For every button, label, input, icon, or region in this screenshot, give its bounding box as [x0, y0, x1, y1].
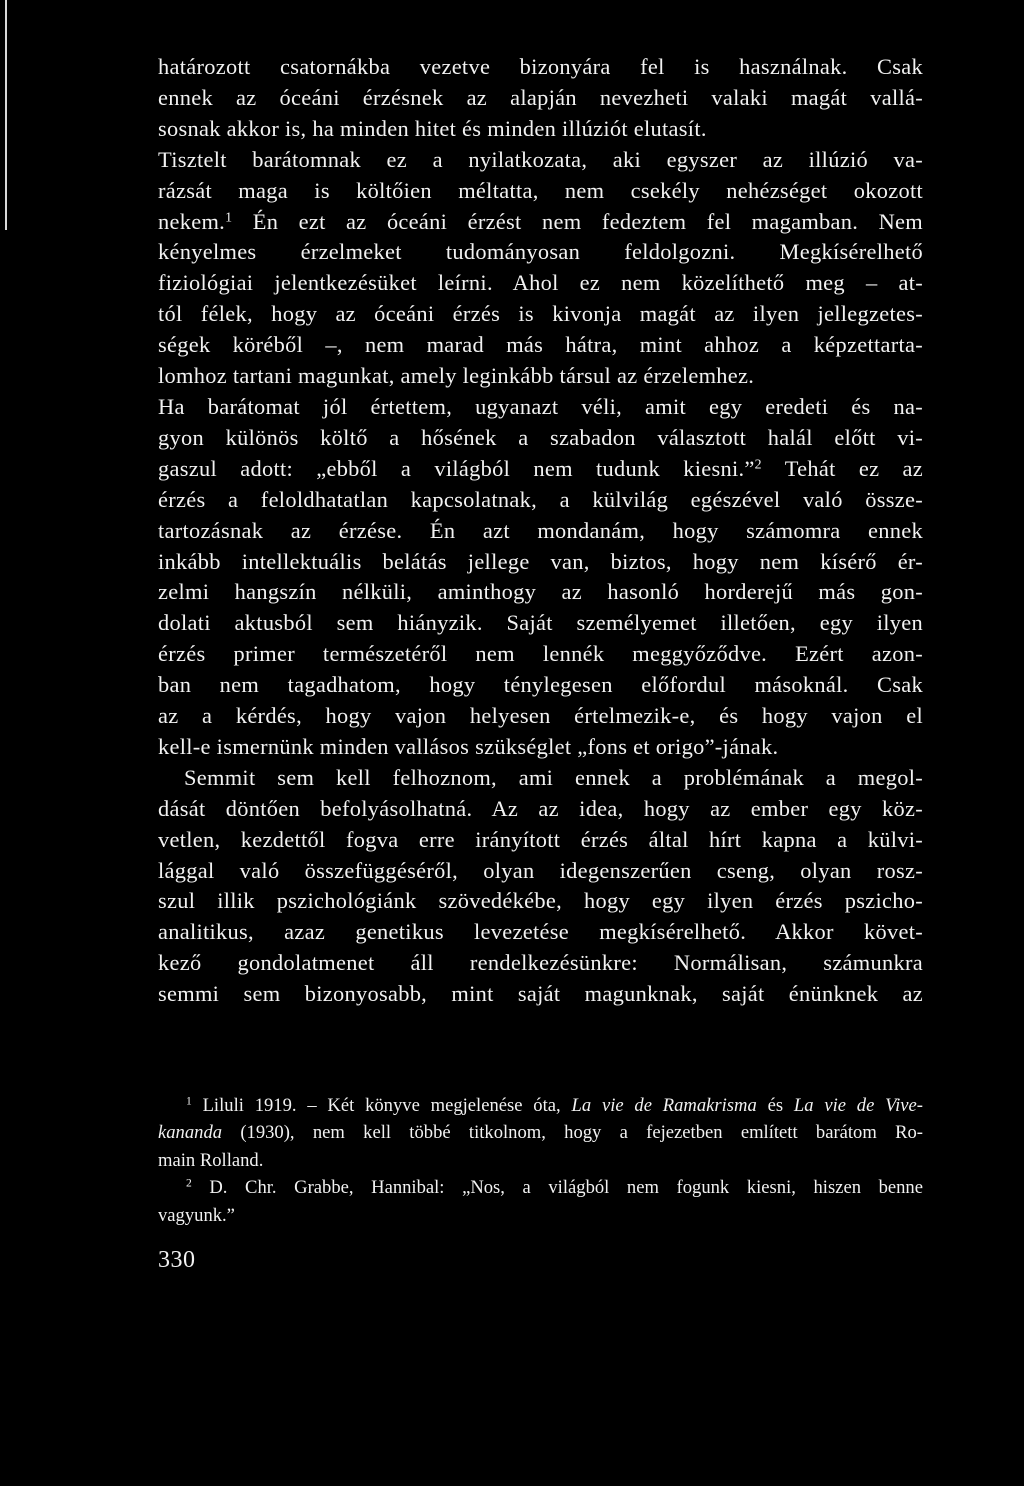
text-line: ségek köréből –, nem marad más hátra, mint ahhoz a képzettarta-	[158, 332, 923, 358]
footnote-1	[158, 1092, 923, 1119]
book-title: La vie de Ramakrisma	[571, 1095, 757, 1116]
text-fragment: Én ezt az óceáni érzést nem fedeztem fel magamban. Nem	[252, 208, 923, 234]
text-fragment: gaszul adott: „ebből a világból nem tudunk kiesni.”	[158, 455, 755, 481]
body-text	[158, 52, 923, 1010]
text-line: kényelmes érzelmeket tudományosan feldolgozni. Megkísérelhető	[158, 239, 923, 265]
text-line	[158, 207, 923, 238]
text-line: zelmi hangszín nélküli, aminthogy az hasonló horderejű más gon-	[158, 579, 923, 605]
text-line: lággal való összefüggéséről, olyan idegenszerűen cseng, olyan rosz-	[158, 857, 923, 883]
text-fragment: Tehát ez az	[784, 455, 923, 481]
text-fragment: nekem.	[158, 208, 226, 234]
text-line: analitikus, azaz genetikus levezetése megkísérelhető. Akkor követ-	[158, 919, 923, 945]
text-line: Semmit sem kell felhoznom, ami ennek a problémának a megol-	[184, 764, 923, 790]
text-line: kell-e ismernünk minden vallásos szükséglet „fons et origo”-jának.	[158, 733, 779, 759]
text-line: lomhoz tartani magunkat, amely leginkább társul az érzelemhez.	[158, 363, 755, 389]
text-line: dását döntően befolyásolhatná. Az az idea, hogy az ember egy köz-	[158, 795, 923, 821]
footnotes	[158, 1092, 923, 1229]
footnote-text: D. Chr. Grabbe, Hannibal: „Nos, a világból nem fogunk kiesni, hiszen benne	[209, 1177, 923, 1199]
text-line: az a kérdés, hogy vajon helyesen értelmezik-e, és hogy vajon el	[158, 703, 923, 729]
footnote-2	[158, 1174, 923, 1201]
text-line: sosnak akkor is, ha minden hitet és minden illúziót elutasít.	[158, 115, 707, 141]
text-line: inkább intellektuális belátás jellege van, biztos, hogy nem kísérő ér-	[158, 548, 923, 574]
footnote-2-line-2: vagyunk.”	[158, 1204, 235, 1226]
text-line	[158, 454, 923, 485]
text-line: ennek az óceáni érzésnek az alapján nevezheti valaki magát vallá-	[158, 84, 923, 110]
footnote-1-line-3: main Rolland.	[158, 1149, 264, 1171]
text-line: érzés a feloldhatatlan kapcsolatnak, a külvilág egészével való össze-	[158, 486, 923, 512]
text-line: gyon különös költő a hősének a szabadon választott halál előtt vi-	[158, 424, 923, 450]
footnote-text: Liluli 1919. – Két könyve megjelenése óta,	[202, 1095, 561, 1116]
text-line: tól félek, hogy az óceáni érzés is kivonja magát az ilyen jellegzetes-	[158, 301, 923, 327]
page-edge-line	[5, 0, 7, 230]
text-line: Tisztelt barátomnak ez a nyilatkozata, aki egyszer az illúzió va-	[158, 146, 923, 172]
text-line: határozott csatornákba vezetve bizonyára fel is használnak. Csak	[158, 54, 923, 79]
book-title: La vie de Vive-	[793, 1095, 923, 1116]
text-line: dolati aktusból sem hiányzik. Saját személyemet illetően, egy ilyen	[158, 610, 923, 636]
page-number: 330	[158, 1247, 196, 1273]
footnote-marker: 1	[186, 1095, 192, 1108]
text-line: tartozásnak az érzése. Én azt mondanám, hogy számomra ennek	[158, 517, 923, 543]
text-line: érzés primer természetéről nem lennék meggyőződve. Ezért azon-	[158, 641, 923, 667]
text-line: szul illik pszichológiánk szövedékébe, hogy egy ilyen érzés pszicho-	[158, 888, 923, 914]
footnote-ref-1[interactable]: 1	[225, 209, 233, 225]
footnote-1-line-2	[158, 1119, 923, 1146]
text-line: semmi sem bizonyosabb, mint saját magunknak, saját énünknek az	[158, 981, 923, 1007]
text-line: vetlen, kezdettől fogva erre irányított érzés által hírt kapna a külvi-	[158, 826, 923, 852]
text-line: ban nem tagadhatom, hogy ténylegesen előfordul másoknál. Csak	[158, 672, 923, 698]
text-line: Ha barátomat jól értettem, ugyanazt véli, amit egy eredeti és na-	[158, 393, 923, 419]
text-line: rázsát maga is költőien méltatta, nem csekély nehézséget okozott	[158, 177, 923, 203]
text-line: kező gondolatmenet áll rendelkezésünkre: Normálisan, számunkra	[158, 950, 923, 976]
footnote-ref-2[interactable]: 2	[754, 457, 762, 473]
footnote-text: (1930), nem kell többé titkolnom, hogy a fejezetben említett barátom Ro-	[240, 1122, 923, 1144]
footnote-marker: 2	[186, 1177, 192, 1190]
text-line: fiziológiai jelentkezésüket leírni. Ahol ez nem közelíthető meg – at-	[158, 270, 923, 296]
footnote-text: és	[767, 1095, 784, 1116]
book-title: kananda	[158, 1122, 223, 1144]
